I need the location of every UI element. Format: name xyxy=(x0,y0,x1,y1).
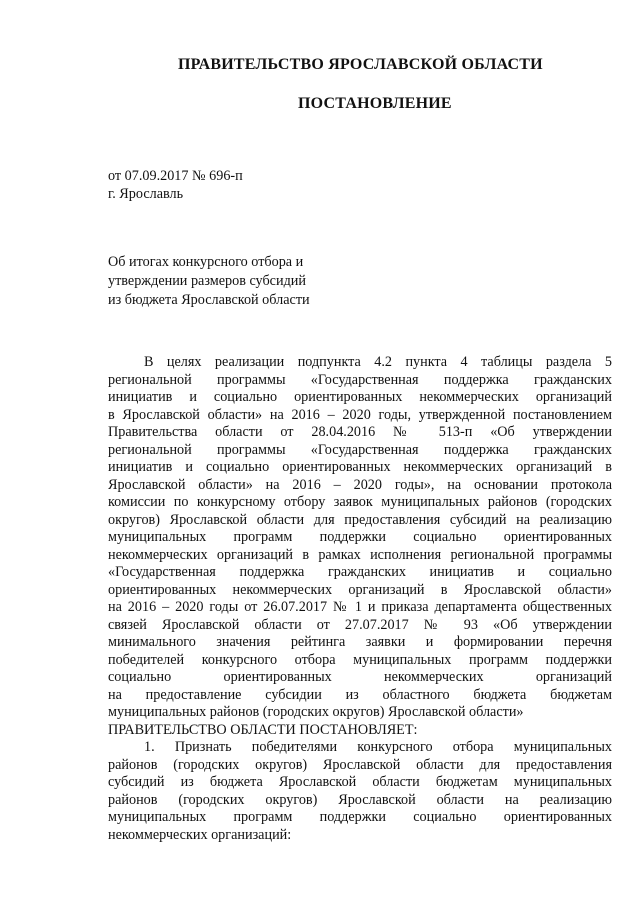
body-line: муниципальных программ поддержки социально ориентированных xyxy=(108,529,612,545)
body-line: социально ориентированных некоммерческих организаций xyxy=(108,669,612,685)
resolution-line: ПРАВИТЕЛЬСТВО ОБЛАСТИ ПОСТАНОВЛЯЕТ: xyxy=(108,721,418,738)
clause-line: районов (городских округов) Ярославской области для предоставления xyxy=(108,756,612,773)
body-line: региональной программы «Государственная поддержка гражданских xyxy=(108,441,612,458)
clause-line: муниципальных программ поддержки социально ориентированных xyxy=(108,809,612,825)
title-line: утверждении размеров субсидий xyxy=(108,273,306,289)
document-body xyxy=(108,354,612,844)
clause-line: 1. Признать победителями конкурсного отбора муниципальных xyxy=(144,739,612,755)
body-line: победителей конкурсного отбора муниципальных программ поддержки xyxy=(108,651,612,668)
body-line: связей Ярославской области от 27.07.2017 № 93 «Об утверждении xyxy=(108,616,612,633)
government-header: ПРАВИТЕЛЬСТВО ЯРОСЛАВСКОЙ ОБЛАСТИ xyxy=(178,56,543,73)
body-line: комиссии по конкурсному отбору заявок муниципальных районов (городских xyxy=(108,494,612,510)
body-line: «Государственная поддержка гражданских инициатив и социально xyxy=(108,564,612,580)
body-line: муниципальных районов (городских округов) Ярославской области» xyxy=(108,704,524,720)
body-line: округов) Ярославской области для предоставления субсидий на реализацию xyxy=(108,511,612,528)
document-title xyxy=(108,253,310,310)
document-city: г. Ярославль xyxy=(108,186,184,202)
body-line: минимального значения рейтинга заявки и формировании перечня xyxy=(108,634,612,650)
body-line: ориентированных некоммерческих организаций в Ярославской области» xyxy=(108,581,612,598)
clause-line: некоммерческих организаций: xyxy=(108,826,292,843)
body-line: на предоставление субсидии из областного бюджета бюджетам xyxy=(108,686,612,703)
body-line: Правительства области от 28.04.2016 № 513-п «Об утверждении xyxy=(108,424,612,440)
body-line: Ярославской области» на 2016 – 2020 годы», на основании протокола xyxy=(108,476,612,493)
body-line: некоммерческих организаций в рамках исполнения региональной программы xyxy=(108,546,612,563)
body-line: региональной программы «Государственная поддержка гражданских xyxy=(108,371,612,388)
clause-line: субсидий из бюджета Ярославской области бюджетам муниципальных xyxy=(108,774,612,790)
clause-line: районов (городских округов) Ярославской области на реализацию xyxy=(108,791,612,808)
body-line: инициатив и социально ориентированных некоммерческих организаций xyxy=(108,389,612,405)
document-type-header: ПОСТАНОВЛЕНИЕ xyxy=(298,95,452,112)
body-line: на 2016 – 2020 годы от 26.07.2017 № 1 и приказа департамента общественных xyxy=(108,599,612,615)
body-line: инициатив и социально ориентированных некоммерческих организаций в xyxy=(108,459,612,475)
title-line: Об итогах конкурсного отбора и xyxy=(108,254,304,270)
title-line: из бюджета Ярославской области xyxy=(108,292,310,308)
body-line: В целях реализации подпункта 4.2 пункта 4 таблицы раздела 5 xyxy=(144,354,612,370)
body-line: в Ярославской области» на 2016 – 2020 годы, утвержденной постановлением xyxy=(108,406,612,423)
document-date-number: от 07.09.2017 № 696-п xyxy=(108,168,243,184)
